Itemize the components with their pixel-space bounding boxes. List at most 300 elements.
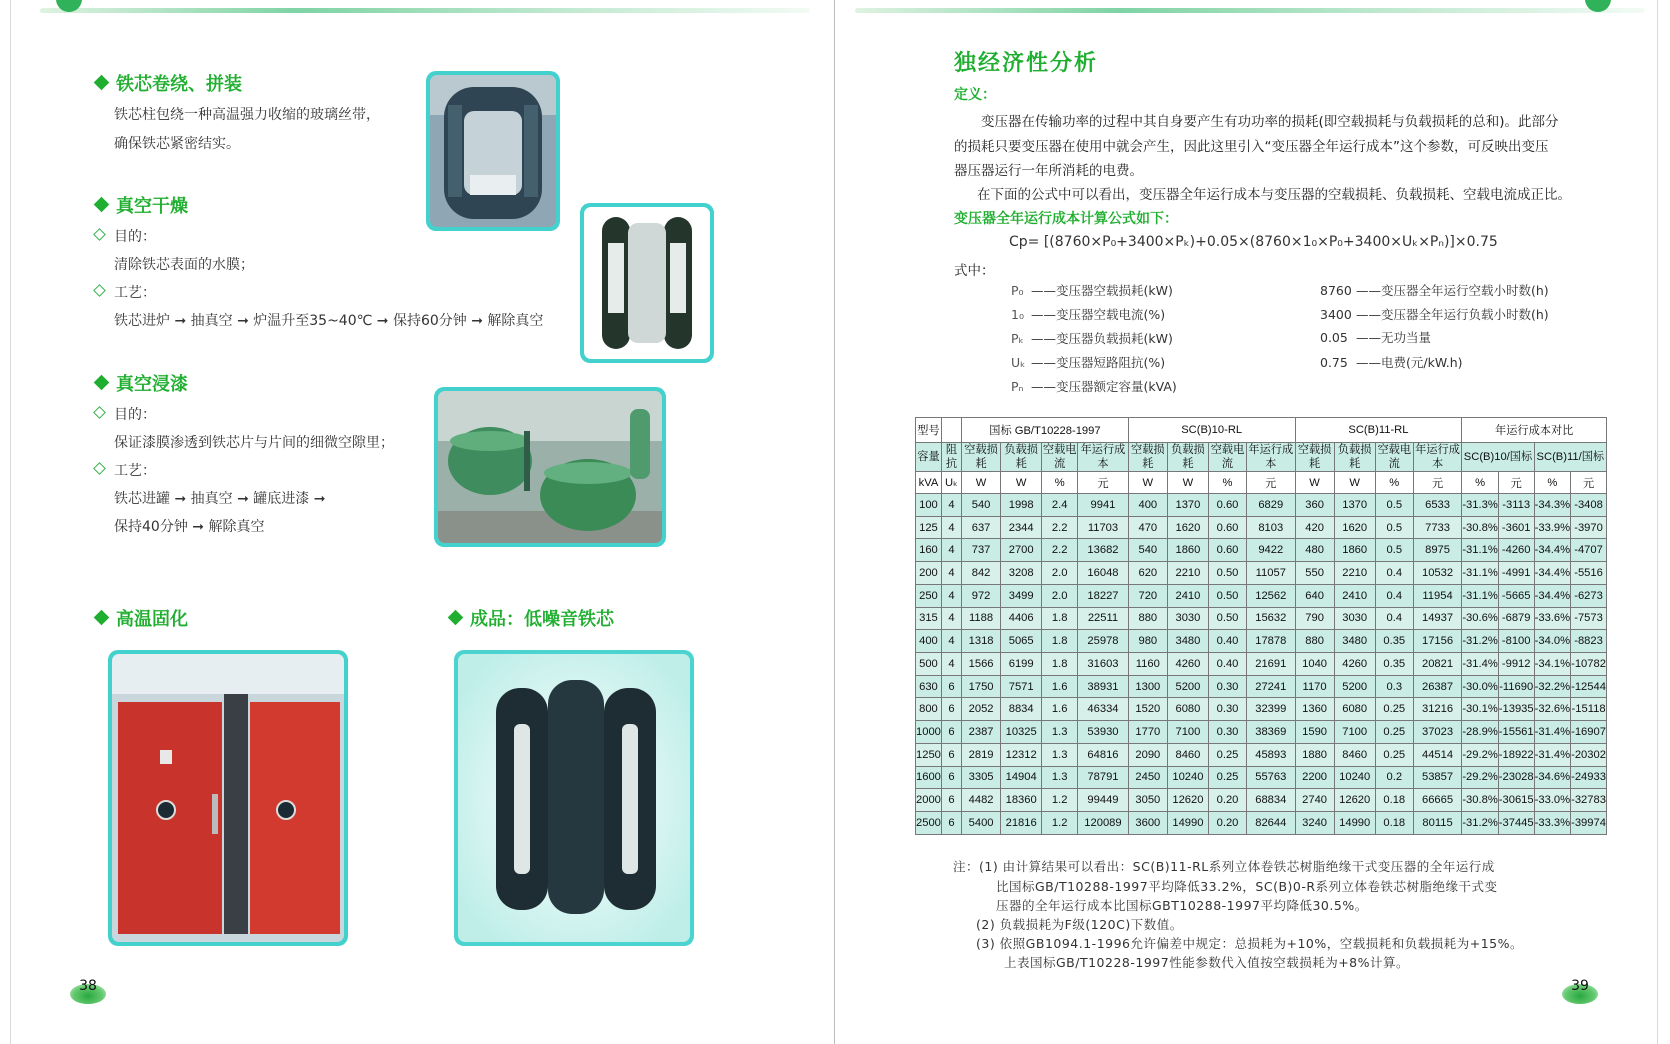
table-cell: 250 <box>916 584 942 607</box>
table-cell: 45893 <box>1247 743 1296 766</box>
table-cell: -8823 <box>1571 630 1607 653</box>
table-cell: 1040 <box>1295 653 1334 676</box>
table-cell: 0.30 <box>1209 721 1247 744</box>
table-cell: 17878 <box>1247 630 1296 653</box>
table-cell: 10240 <box>1167 766 1208 789</box>
header-cell <box>941 418 961 443</box>
table-cell: 0.25 <box>1209 743 1247 766</box>
table-cell: 360 <box>1295 494 1334 517</box>
unit-cell: % <box>1462 472 1498 494</box>
subheader-cell: 负载损耗 <box>1334 443 1375 472</box>
table-cell: 0.5 <box>1375 516 1413 539</box>
table-cell: 1160 <box>1128 653 1167 676</box>
table-cell: 7733 <box>1413 516 1462 539</box>
table-cell: -34.1% <box>1534 653 1570 676</box>
table-cell: 3030 <box>1334 607 1375 630</box>
table-cell: 31603 <box>1078 653 1129 676</box>
table-cell: 68834 <box>1247 789 1296 812</box>
table-cell: 0.18 <box>1375 789 1413 812</box>
table-cell: 1620 <box>1334 516 1375 539</box>
table-row <box>916 698 1607 721</box>
vacuum-paint-process-1: 铁芯进罐 ➞ 抽真空 ➞ 罐底进漆 ➞ <box>114 491 326 507</box>
paragraph-3: 器压器运行一年所消耗的电费。 <box>954 163 1143 179</box>
core-winding-line-1: 铁芯柱包绕一种高温强力收缩的玻璃丝带， <box>114 107 380 123</box>
subheader-cell: 空载损耗 <box>962 443 1001 472</box>
table-cell: 3050 <box>1128 789 1167 812</box>
table-cell: 4 <box>941 539 961 562</box>
table-cell: -31.4% <box>1534 721 1570 744</box>
table-cell: 0.30 <box>1209 698 1247 721</box>
table-cell: 6 <box>941 812 961 835</box>
table-row <box>916 653 1607 676</box>
table-cell: 0.60 <box>1209 494 1247 517</box>
formula-heading: 变压器全年运行成本计算公式如下： <box>954 211 1178 227</box>
table-cell: 2.2 <box>1042 516 1078 539</box>
subheader-cell: 空载电流 <box>1209 443 1247 472</box>
table-cell: -10782 <box>1571 653 1607 676</box>
table-cell: 1.8 <box>1042 630 1078 653</box>
table-cell: 11954 <box>1413 584 1462 607</box>
table-cell: 2090 <box>1128 743 1167 766</box>
subheader-cell: 负载损耗 <box>1167 443 1208 472</box>
table-cell: 1000 <box>916 721 942 744</box>
table-cell: 4 <box>941 607 961 630</box>
table-cell: 640 <box>1295 584 1334 607</box>
vacuum-dry-process-label: 工艺： <box>92 282 156 302</box>
table-cell: 1860 <box>1334 539 1375 562</box>
page-edge-line <box>10 0 11 1044</box>
table-cell: 2210 <box>1334 562 1375 585</box>
photo-vacuum-dry <box>580 203 714 363</box>
table-row <box>916 766 1607 789</box>
subheader-cell: 容量 <box>916 443 942 472</box>
legend-right-4: 0.75 ——电费(元/kW.h) <box>1320 355 1463 370</box>
table-cell: 17156 <box>1413 630 1462 653</box>
table-cell: 400 <box>1128 494 1167 517</box>
table-cell: 14904 <box>1001 766 1042 789</box>
table-cell: -30615 <box>1498 789 1534 812</box>
table-cell: -31.1% <box>1462 584 1498 607</box>
table-cell: 2500 <box>916 812 942 835</box>
table-cell: 66665 <box>1413 789 1462 812</box>
table-cell: 10325 <box>1001 721 1042 744</box>
page-number-text: 38 <box>79 978 97 994</box>
subheader-cell: 空载损耗 <box>1128 443 1167 472</box>
table-cell: -32.2% <box>1534 675 1570 698</box>
table-cell: 0.5 <box>1375 494 1413 517</box>
table-sub-header-row <box>916 443 1607 472</box>
unit-cell: % <box>1534 472 1570 494</box>
table-cell: -4991 <box>1498 562 1534 585</box>
table-cell: 4260 <box>1167 653 1208 676</box>
table-cell: 2.0 <box>1042 562 1078 585</box>
table-cell: 3600 <box>1128 812 1167 835</box>
unit-cell: % <box>1209 472 1247 494</box>
table-cell: 200 <box>916 562 942 585</box>
legend-left-2: 1₀ ——变压器空载电流(%) <box>1011 307 1166 322</box>
diamond-bullet-icon <box>448 610 464 626</box>
table-cell: 4482 <box>962 789 1001 812</box>
subheader-cell: 空载电流 <box>1375 443 1413 472</box>
unit-cell: W <box>962 472 1001 494</box>
table-cell: 4 <box>941 584 961 607</box>
table-cell: 3208 <box>1001 562 1042 585</box>
table-cell: -30.1% <box>1462 698 1498 721</box>
table-cell: 1188 <box>962 607 1001 630</box>
unit-cell: W <box>1128 472 1167 494</box>
transformer-core-image <box>430 75 556 227</box>
table-cell: 10240 <box>1334 766 1375 789</box>
unit-cell: 元 <box>1413 472 1462 494</box>
table-cell: 420 <box>1295 516 1334 539</box>
section-title-curing: 高温固化 <box>92 605 188 631</box>
table-row <box>916 494 1607 517</box>
table-row <box>916 539 1607 562</box>
table-cell: 0.2 <box>1375 766 1413 789</box>
table-cell: 4 <box>941 516 961 539</box>
table-cell: 480 <box>1295 539 1334 562</box>
table-cell: -4707 <box>1571 539 1607 562</box>
table-cell: 46334 <box>1078 698 1129 721</box>
table-cell: -13935 <box>1498 698 1534 721</box>
table-cell: 120089 <box>1078 812 1129 835</box>
table-row <box>916 630 1607 653</box>
table-cell: 11057 <box>1247 562 1296 585</box>
legend-right-2: 3400 ——变压器全年运行负载小时数(h) <box>1320 307 1549 322</box>
table-cell: 1.2 <box>1042 812 1078 835</box>
table-cell: 880 <box>1295 630 1334 653</box>
table-cell: -31.1% <box>1462 562 1498 585</box>
table-cell: 32399 <box>1247 698 1296 721</box>
subheader-cell: 阻抗 <box>941 443 961 472</box>
table-cell: 0.4 <box>1375 607 1413 630</box>
table-cell: 2410 <box>1334 584 1375 607</box>
table-cell: -20302 <box>1571 743 1607 766</box>
legend-left-4: Uₖ ——变压器短路阻抗(%) <box>1011 355 1166 370</box>
table-cell: -34.4% <box>1534 562 1570 585</box>
table-cell: -31.4% <box>1462 653 1498 676</box>
table-cell: 100 <box>916 494 942 517</box>
table-cell: 1520 <box>1128 698 1167 721</box>
table-cell: 8460 <box>1167 743 1208 766</box>
table-cell: 5065 <box>1001 630 1042 653</box>
table-row <box>916 562 1607 585</box>
table-cell: -34.4% <box>1534 584 1570 607</box>
outline-diamond-icon <box>93 228 106 241</box>
table-cell: 6080 <box>1334 698 1375 721</box>
table-cell: 6199 <box>1001 653 1042 676</box>
table-cell: -32783 <box>1571 789 1607 812</box>
table-cell: 315 <box>916 607 942 630</box>
table-cell: 9941 <box>1078 494 1129 517</box>
table-cell: 82644 <box>1247 812 1296 835</box>
table-cell: 6 <box>941 766 961 789</box>
table-cell: 637 <box>962 516 1001 539</box>
vacuum-tank-image <box>438 391 662 543</box>
paragraph-4: 在下面的公式中可以看出，变压器全年运行成本与变压器的空载损耗、负载损耗、空载电流成正比。 <box>977 187 1571 203</box>
outline-diamond-icon <box>93 284 106 297</box>
vacuum-dry-purpose: 清除铁芯表面的水膜； <box>114 257 254 273</box>
table-cell: 0.30 <box>1209 675 1247 698</box>
definition-label: 定义： <box>954 87 996 103</box>
table-cell: -29.2% <box>1462 743 1498 766</box>
table-cell: 20821 <box>1413 653 1462 676</box>
table-cell: 38369 <box>1247 721 1296 744</box>
subheader-cell: 年运行成本 <box>1248 444 1294 470</box>
note-line-6: 上表国标GB/T10228-1997性能参数代入值按空载损耗为+8%计算。 <box>1004 955 1409 970</box>
subheader-cell: 年运行成本 <box>1415 444 1460 470</box>
table-cell: 540 <box>1128 539 1167 562</box>
table-cell: 1.8 <box>1042 607 1078 630</box>
page-number-right <box>1562 978 1598 1004</box>
table-row <box>916 516 1607 539</box>
subheader-cell: 空载电流 <box>1042 444 1077 470</box>
table-cell: 0.25 <box>1375 743 1413 766</box>
table-cell: 0.5 <box>1375 539 1413 562</box>
table-cell: 1360 <box>1295 698 1334 721</box>
table-cell: 790 <box>1295 607 1334 630</box>
table-cell: 31216 <box>1413 698 1462 721</box>
table-cell: 980 <box>1128 630 1167 653</box>
table-cell: 9422 <box>1247 539 1296 562</box>
table-cell: 27241 <box>1247 675 1296 698</box>
table-cell: 1.3 <box>1042 721 1078 744</box>
table-cell: 3240 <box>1295 812 1334 835</box>
unit-cell: 元 <box>1498 472 1534 494</box>
table-cell: -33.6% <box>1534 607 1570 630</box>
table-cell: 0.40 <box>1209 630 1247 653</box>
table-cell: 8975 <box>1413 539 1462 562</box>
table-cell: -28.9% <box>1462 721 1498 744</box>
table-cell: 3499 <box>1001 584 1042 607</box>
table-cell: -33.3% <box>1534 812 1570 835</box>
unit-cell: % <box>1375 472 1413 494</box>
table-cell: 2700 <box>1001 539 1042 562</box>
table-cell: 53857 <box>1413 766 1462 789</box>
table-cell: 4 <box>941 494 961 517</box>
table-cell: 2387 <box>962 721 1001 744</box>
table-cell: 0.4 <box>1375 562 1413 585</box>
table-cell: -3601 <box>1498 516 1534 539</box>
where-label: 式中： <box>954 263 995 279</box>
subheader-cell: 空载损耗 <box>1295 443 1334 472</box>
table-cell: 2819 <box>962 743 1001 766</box>
table-cell: 1566 <box>962 653 1001 676</box>
table-cell: 0.60 <box>1209 539 1247 562</box>
table-cell: -33.9% <box>1534 516 1570 539</box>
unit-cell: W <box>1334 472 1375 494</box>
table-cell: 14990 <box>1167 812 1208 835</box>
table-cell: 21691 <box>1247 653 1296 676</box>
table-cell: -39974 <box>1571 812 1607 835</box>
table-cell: 800 <box>916 698 942 721</box>
legend-left-5: Pₙ ——变压器额定容量(kVA) <box>1011 379 1177 394</box>
table-cell: 842 <box>962 562 1001 585</box>
table-cell: -33.0% <box>1534 789 1570 812</box>
unit-cell: Uₖ <box>941 472 961 494</box>
core-winding-line-2: 确保铁芯紧密结实。 <box>114 136 240 152</box>
table-cell: 0.18 <box>1375 812 1413 835</box>
unit-cell: 元 <box>1078 472 1129 494</box>
vacuum-paint-process-2: 保持40分钟 ➞ 解除真空 <box>114 519 265 535</box>
table-cell: -24933 <box>1571 766 1607 789</box>
table-cell: -31.1% <box>1462 539 1498 562</box>
table-cell: 55763 <box>1247 766 1296 789</box>
table-cell: 0.40 <box>1209 653 1247 676</box>
table-cell: 16048 <box>1078 562 1129 585</box>
table-cell: 630 <box>916 675 942 698</box>
table-row <box>916 789 1607 812</box>
unit-cell: W <box>1167 472 1208 494</box>
table-cell: -30.8% <box>1462 789 1498 812</box>
table-cell: 18227 <box>1078 584 1129 607</box>
table-cell: 1.6 <box>1042 675 1078 698</box>
note-line-4: (2) 负载损耗为F级(120C)下数值。 <box>976 917 1183 932</box>
table-cell: 1318 <box>962 630 1001 653</box>
table-cell: 0.3 <box>1375 675 1413 698</box>
table-cell: 550 <box>1295 562 1334 585</box>
table-cell: 1.3 <box>1042 743 1078 766</box>
table-cell: 2740 <box>1295 789 1334 812</box>
table-cell: 8460 <box>1334 743 1375 766</box>
table-cell: 1770 <box>1128 721 1167 744</box>
table-cell: -5665 <box>1498 584 1534 607</box>
section-title-vacuum-dry: 真空干燥 <box>92 192 188 218</box>
table-cell: 26387 <box>1413 675 1462 698</box>
table-row <box>916 675 1607 698</box>
table-cell: -4260 <box>1498 539 1534 562</box>
table-cell: -34.3% <box>1534 494 1570 517</box>
table-cell: 6 <box>941 789 961 812</box>
diamond-bullet-icon <box>94 75 110 91</box>
table-cell: 0.4 <box>1375 584 1413 607</box>
diamond-bullet-icon <box>94 197 110 213</box>
table-cell: -30.6% <box>1462 607 1498 630</box>
table-cell: 0.20 <box>1209 789 1247 812</box>
table-row <box>916 812 1607 835</box>
table-cell: 620 <box>1128 562 1167 585</box>
table-cell: 2200 <box>1295 766 1334 789</box>
table-cell: 1370 <box>1334 494 1375 517</box>
table-cell: 78791 <box>1078 766 1129 789</box>
table-cell: 2410 <box>1167 584 1208 607</box>
table-cell: 8834 <box>1001 698 1042 721</box>
table-cell: 5200 <box>1167 675 1208 698</box>
table-cell: -16907 <box>1571 721 1607 744</box>
table-cell: -7573 <box>1571 607 1607 630</box>
note-line-1: 注：(1) 由计算结果可以看出：SC(B)11-RL系列立体卷铁芯树脂绝缘干式变压器的全年运行成 <box>953 859 1495 874</box>
curing-oven-image <box>112 654 344 942</box>
legend-left-3: Pₖ ——变压器负载损耗(kW) <box>1011 331 1173 346</box>
table-cell: 160 <box>916 539 942 562</box>
table-cell: 1600 <box>916 766 942 789</box>
table-cell: 0.25 <box>1209 766 1247 789</box>
table-cell: 11703 <box>1078 516 1129 539</box>
vacuum-paint-purpose: 保证漆膜渗透到铁芯片与片间的细微空隙里； <box>114 435 394 451</box>
diamond-bullet-icon <box>94 610 110 626</box>
table-cell: -15118 <box>1571 698 1607 721</box>
table-cell: -32.6% <box>1534 698 1570 721</box>
right-page <box>835 0 1670 1044</box>
subheader-cell: SC(B)10/国标 <box>1462 443 1534 472</box>
paragraph-1: 变压器在传输功率的过程中其自身要产生有功功率的损耗(即空载损耗与负载损耗的总和)。此部分 <box>981 114 1559 130</box>
note-line-5: (3) 依照GB1094.1-1996允许偏差中规定：总损耗为+10%，空载损耗和负载损耗为+15%。 <box>976 936 1524 951</box>
table-cell: 25978 <box>1078 630 1129 653</box>
table-cell: -30.0% <box>1462 675 1498 698</box>
note-line-2: 比国标GB/T10288-1997平均降低33.2%，SC(B)0-R系列立体卷铁芯树脂绝缘干式变 <box>996 879 1498 894</box>
table-cell: 1750 <box>962 675 1001 698</box>
outline-diamond-icon <box>93 406 106 419</box>
table-row <box>916 584 1607 607</box>
table-group-header-row <box>916 418 1607 443</box>
table-cell: -6273 <box>1571 584 1607 607</box>
table-cell: 3305 <box>962 766 1001 789</box>
table-cell: 0.20 <box>1209 812 1247 835</box>
vacuum-dry-purpose-label: 目的： <box>92 226 156 246</box>
table-cell: 5200 <box>1334 675 1375 698</box>
table-cell: -3113 <box>1498 494 1534 517</box>
table-cell: 4260 <box>1334 653 1375 676</box>
header-cell: SC(B)10-RL <box>1128 418 1295 443</box>
page-edge-line <box>1657 0 1658 1044</box>
table-cell: -15561 <box>1498 721 1534 744</box>
table-cell: 540 <box>962 494 1001 517</box>
table-cell: 0.50 <box>1209 607 1247 630</box>
table-cell: -34.6% <box>1534 766 1570 789</box>
vacuum-dry-process: 铁芯进炉 ➞ 抽真空 ➞ 炉温升至35~40℃ ➞ 保持60分钟 ➞ 解除真空 <box>114 313 544 329</box>
unit-cell: % <box>1042 472 1078 494</box>
table-row <box>916 607 1607 630</box>
table-cell: 14990 <box>1334 812 1375 835</box>
section-title-vacuum-paint: 真空浸漆 <box>92 370 188 396</box>
table-cell: -5516 <box>1571 562 1607 585</box>
unit-cell: 元 <box>1247 472 1296 494</box>
table-cell: -31.3% <box>1462 494 1498 517</box>
table-cell: 0.25 <box>1375 721 1413 744</box>
table-cell: 10532 <box>1413 562 1462 585</box>
table-cell: 6533 <box>1413 494 1462 517</box>
analysis-title: 独经济性分析 <box>954 51 1099 76</box>
diamond-bullet-icon <box>94 375 110 391</box>
table-cell: 125 <box>916 516 942 539</box>
table-cell: 6 <box>941 743 961 766</box>
table-cell: 0.35 <box>1375 630 1413 653</box>
table-cell: -12544 <box>1571 675 1607 698</box>
header-cell: 国标 GB/T10228-1997 <box>962 418 1129 443</box>
table-cell: 1620 <box>1167 516 1208 539</box>
page-number-text: 39 <box>1571 978 1589 994</box>
top-decoration-bar <box>40 8 810 13</box>
table-cell: 2.2 <box>1042 539 1078 562</box>
finished-core-image <box>458 654 690 942</box>
table-cell: 6829 <box>1247 494 1296 517</box>
table-cell: 1250 <box>916 743 942 766</box>
table-cell: 400 <box>916 630 942 653</box>
subheader-cell: 负载损耗 <box>1001 443 1042 472</box>
legend-right-3: 0.05 ——无功当量 <box>1320 330 1432 345</box>
table-cell: 64816 <box>1078 743 1129 766</box>
table-row <box>916 743 1607 766</box>
vacuum-paint-process-label: 工艺： <box>92 460 156 480</box>
table-cell: 6 <box>941 721 961 744</box>
table-cell: -3970 <box>1571 516 1607 539</box>
table-cell: 12312 <box>1001 743 1042 766</box>
table-cell: 1590 <box>1295 721 1334 744</box>
section-title-product: 成品：低噪音铁芯 <box>446 605 614 631</box>
cost-formula: Cp= [(8760×P₀+3400×Pₖ)+0.05×(8760×1₀×P₀+3400×Uₖ×Pₙ)]×0.75 <box>1009 234 1498 250</box>
table-cell: 2210 <box>1167 562 1208 585</box>
table-cell: 2.4 <box>1042 494 1078 517</box>
